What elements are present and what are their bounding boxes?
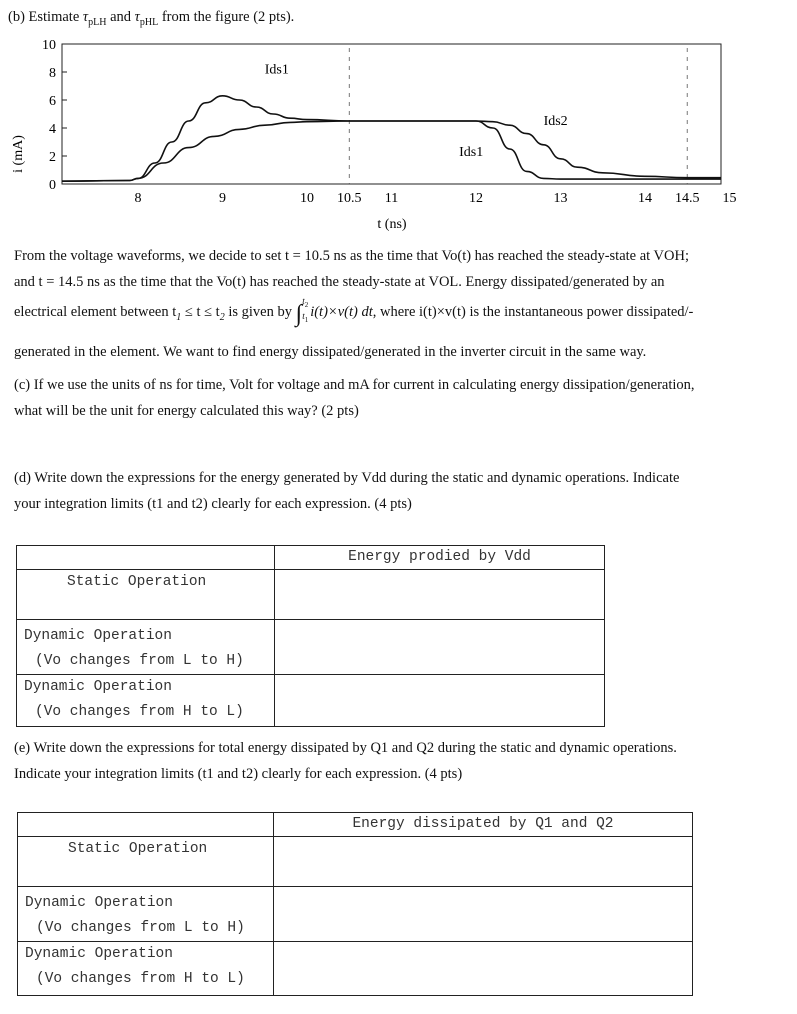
table-d-row-lh-label: Dynamic Operation (Vo changes from L to H) [17,620,275,675]
x-tick-label: 10.5 [337,191,362,206]
part-b-heading: (b) Estimate $\tau_{pLH}$ and $\tau_{pHL}$ from the figure (2 pts). [8,9,295,28]
y-tick-label: 10 [42,38,56,53]
x-tick-label: 13 [553,191,568,206]
series-line-ids1-1 [476,121,721,179]
x-tick-label: 9 [219,191,227,206]
x-tick-label: 14 [637,191,652,206]
paragraph-line-2: and t = 14.5 ns as the time that the Vo(t) has reached the steady-state at VOL. Energy dissipated/generated by an [14,274,665,290]
integrand: i(t)×v(t) dt [310,304,373,320]
table-e-row-hl-label: Dynamic Operation (Vo changes from H to L) [18,942,274,996]
table-d-row-hl-label: Dynamic Operation (Vo changes from H to L) [17,675,275,727]
y-tick-label: 0 [49,178,56,193]
table-e-row-static-answer[interactable] [274,837,693,887]
table-d-row-static-answer[interactable] [275,570,605,620]
x-tick-label: 11 [384,191,399,206]
paragraph-line-4: generated in the element. We want to find energy dissipated/generated in the inverter circuit in the same way. [14,343,647,360]
x-axis-label: t (ns) [377,217,407,232]
current-waveform-chart [0,36,797,236]
paragraph-line-3: electrical element between $t_1 \le t \le t_2$ is given by $\int t_2$ $t_1$ i(t)×v(t) dt, where i(t)×v(t) is the instantaneous power dissipated/- [14,296,694,327]
energy-vdd-table [16,545,605,727]
y-axis-label: i (mA) [11,135,26,173]
series-line-ids2-2 [62,121,721,181]
paragraph-line-1: From the voltage waveforms, we decide to set t = 10.5 ns as the time that Vo(t) has reached the steady-state at VOH; [14,248,690,264]
curve-annotation: Ids2 [543,114,568,130]
table-e-corner [18,813,274,837]
table-d-row-hl-answer[interactable] [275,675,605,727]
table-e-header: Energy dissipated by Q1 and Q2 [274,813,693,837]
table-e-row-static-label: Static Operation [18,837,274,887]
x-tick-label: 10 [300,191,315,206]
table-d-row-lh-answer[interactable] [275,620,605,675]
table-d-corner [17,546,275,570]
table-d-row-static-label: Static Operation [17,570,275,620]
y-tick-label: 8 [49,66,56,81]
table-e-row-hl-answer[interactable] [274,942,693,996]
x-tick-label: 15 [722,191,737,206]
energy-dissipated-table [17,812,693,996]
part-d-question: (d) Write down the expressions for the energy generated by Vdd during the static and dynamic operations. Indicate your integration limits (t1 and t2) clearly for each expression. (4 pts) [14,470,680,512]
curve-annotation: Ids1 [459,145,484,160]
table-d-header: Energy prodied by Vdd [275,546,605,570]
series-line-ids1-0 [62,96,476,181]
y-tick-label: 2 [49,150,56,165]
integral-sign: ∫ [295,301,303,327]
x-tick-label: 12 [468,191,483,206]
table-e-row-lh-label: Dynamic Operation (Vo changes from L to H) [18,887,274,942]
energy-paragraph [14,243,693,365]
y-tick-label: 4 [49,122,56,137]
part-e-question: (e) Write down the expressions for total energy dissipated by Q1 and Q2 during the static and dynamic operations. Indicate your integration limits (t1 and t2) clearly for each expression. (4 pts) [14,740,677,782]
table-e-row-lh-answer[interactable] [274,887,693,942]
y-tick-label: 6 [49,94,56,109]
x-tick-label: 8 [134,191,142,206]
x-tick-label: 14.5 [674,191,700,206]
part-c-question: (c) If we use the units of ns for time, Volt for voltage and mA for current in calculating energy dissipation/generation, what will be the unit for energy calculated this way? (2 pts) [14,377,695,419]
curve-annotation: Ids1 [264,62,289,78]
